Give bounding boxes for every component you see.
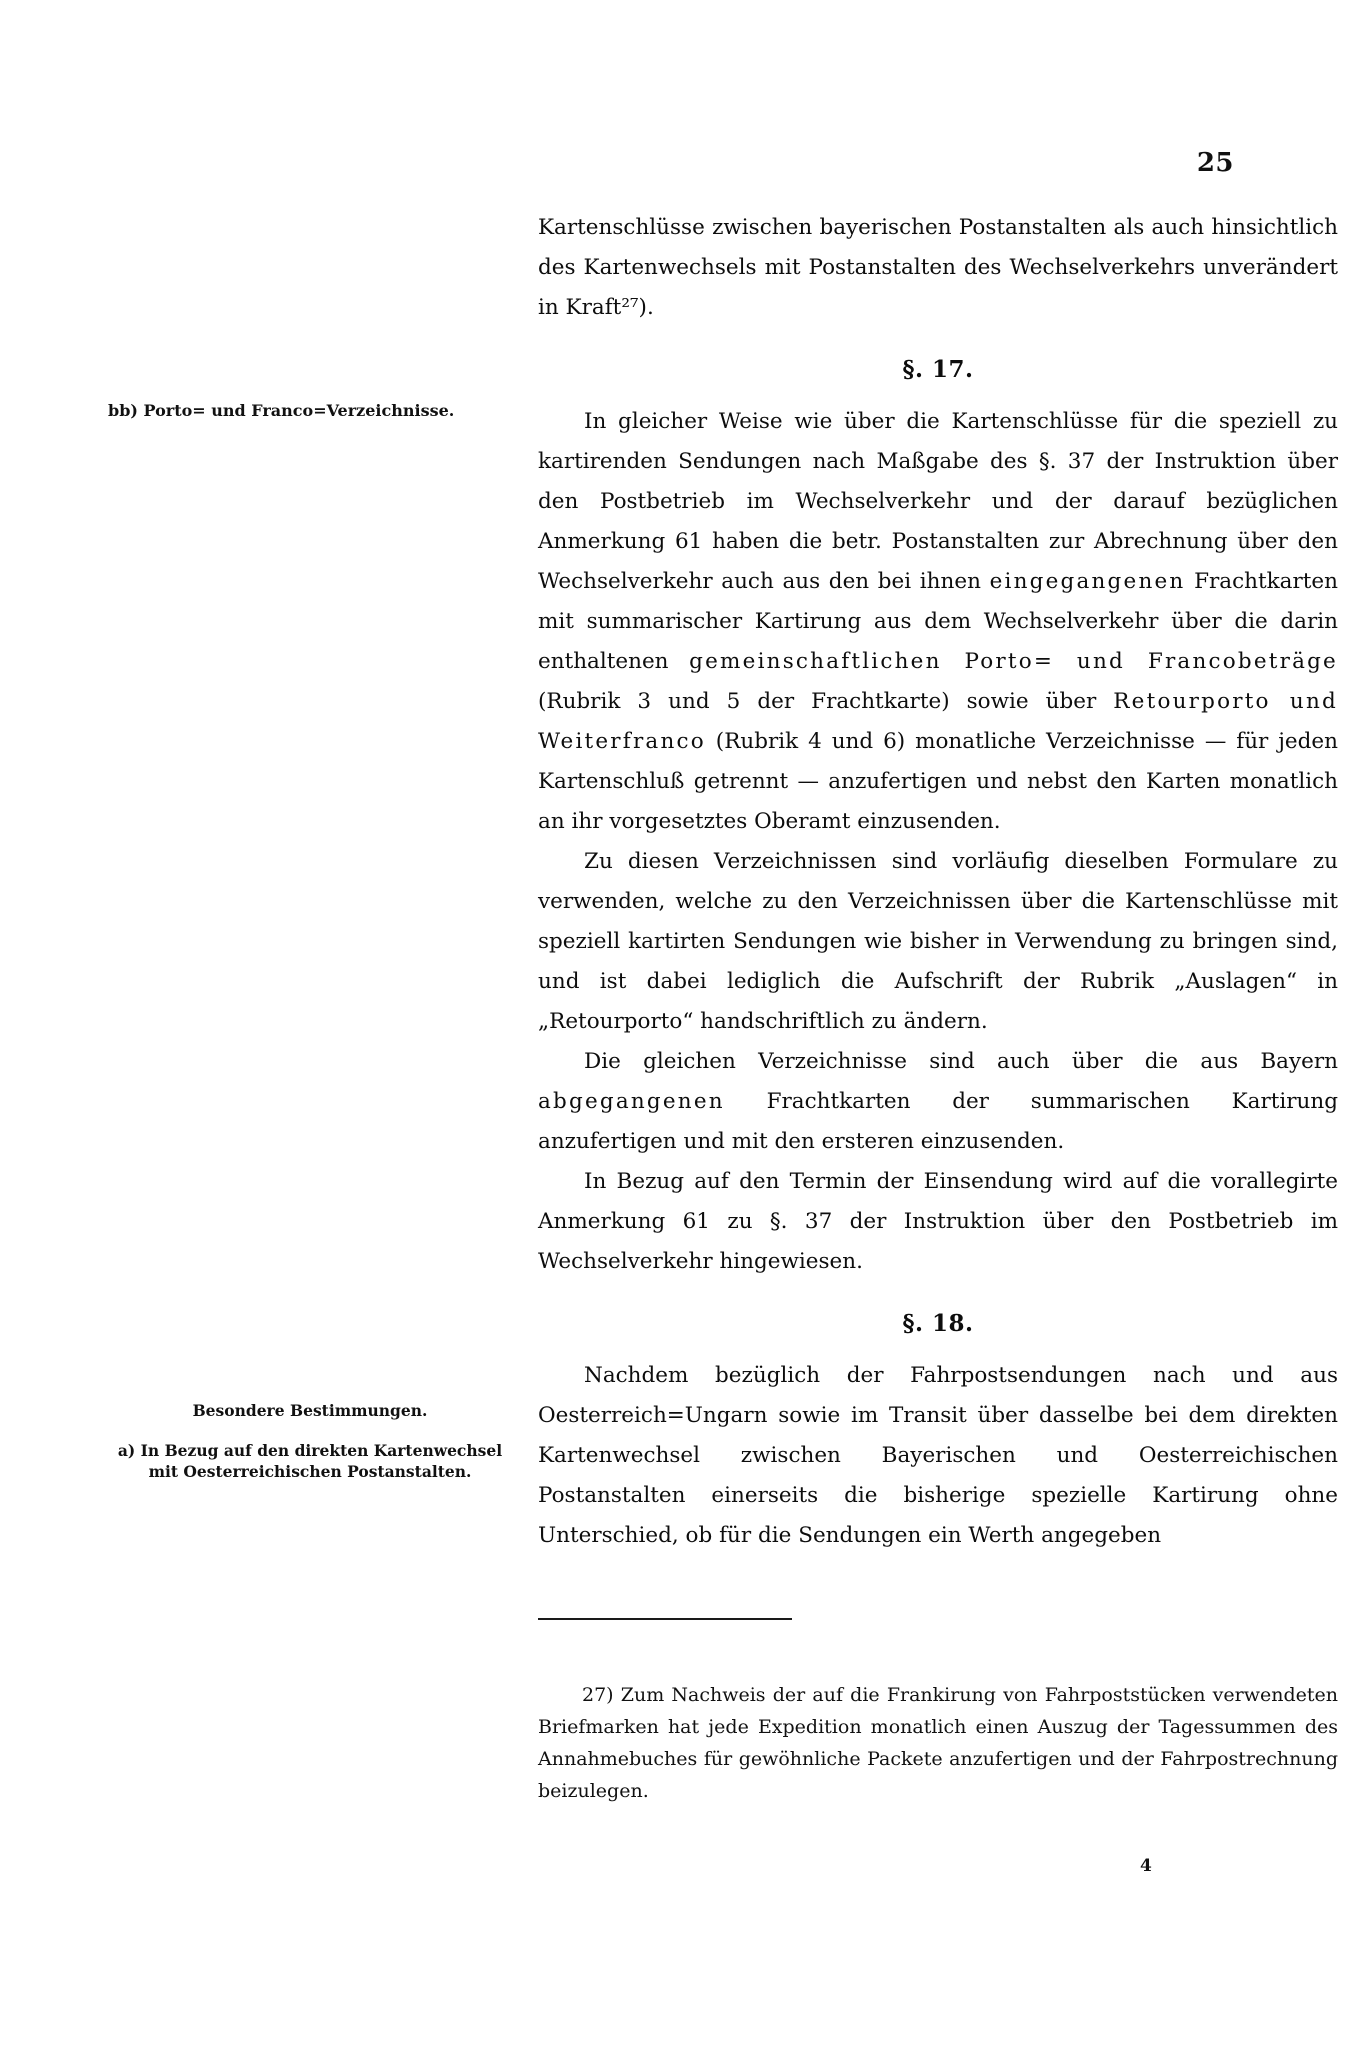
main-text-column [538,208,1338,1556]
paragraph-18-1: Nachdem bezüglich der Fahrpostsendungen nach und aus Oesterreich=Ungarn sowie im Transit über dasselbe bei dem direkten Kartenwechsel zwischen Bayerischen und Oesterreichischen Postanstalten einerseits die bisherige spezielle Kartirung ohne Unterschied, ob für die Sendungen ein Werth angegeben [538,1363,1338,1548]
margin-note-besondere-bestimmungen: Besondere Bestimmungen. [192,1401,428,1420]
paragraph-17-1-part-c: (Rubrik 3 und 5 der Frachtkarte) sowie über [538,689,1114,714]
paragraph-17-1 [538,402,1338,842]
page-number: 25 [1196,148,1234,178]
paragraph-17-1-part-a: In gleicher Weise wie über die Kartenschlüsse für die speziell zu kartirenden Sendungen nach Maßgabe des §. 37 der Instruktion über den Postbetrieb im Wechselverkehr und der darauf bezüglichen Anmerkung 61 haben die betr. Postanstalten zur Abrechnung über den Wechselverkehr auch aus den bei ihnen [538,409,1338,594]
section-heading-17: §. 17. [902,356,974,383]
paragraph-carryover: Kartenschlüsse zwischen bayerischen Postanstalten als auch hinsichtlich des Kartenwechsels mit Postanstalten des Wechselverkehrs unverändert in Kraft²⁷). [538,215,1338,320]
emphasis-gemeinschaftliche-betraege: gemeinschaftlichen Porto= und Francobeträge [689,649,1338,674]
margin-note-porto-franco-verzeichnisse: bb) Porto= und Franco=Verzeichnisse. [108,401,455,420]
paragraph-17-3-part-b: Frachtkarten der summarischen Kartirung anzufertigen und mit den ersteren einzusenden. [538,1089,1338,1154]
footnote-text: 27) Zum Nachweis der auf die Frankirung von Fahrpoststücken verwendeten Briefmarken hat jede Expedition monatlich einen Auszug der Tagessummen des Annahmebuches für gewöhnliche Packete anzufertigen und der Fahrpostrechnung beizulegen. [538,1684,1338,1802]
emphasis-eingegangenen: eingegangenen [989,569,1186,594]
emphasis-abgegangenen: abgegangenen [538,1089,725,1114]
paragraph-17-1-part-b: Frachtkarten mit summarischer Kartirung aus dem Wechselverkehr über die darin enthaltenen [538,569,1338,674]
paragraph-17-1-part-d: (Rubrik 4 und 6) monatliche Verzeichnisse — für jeden Kartenschluß getrennt — anzufertigen und nebst den Karten monatlich an ihr vorgesetztes Oberamt einzusenden. [538,729,1338,834]
margin-note-kartenwechsel-oesterreich: a) In Bezug auf den direkten Kartenwechsel mit Oesterreichischen Postanstalten. [117,1441,503,1481]
footnote-27 [538,1660,1338,1826]
paragraph-17-3 [538,1042,1338,1162]
emphasis-retourporto-weiterfranco: Retourporto und Weiterfranco [538,689,1338,754]
paragraph-17-2: Zu diesen Verzeichnissen sind vorläufig dieselben Formulare zu verwenden, welche zu den Verzeichnissen über die Kartenschlüsse mit speziell kartirten Sendungen wie bisher in Verwendung zu bringen sind, und ist dabei lediglich die Aufschrift der Rubrik „Auslagen“ in „Retourporto“ handschriftlich zu ändern. [538,849,1338,1034]
signature-mark: 4 [1140,1856,1152,1876]
paragraph-17-3-part-a: Die gleichen Verzeichnisse sind auch über die aus Bayern [584,1049,1338,1074]
footnote-divider [538,1618,792,1620]
section-heading-18: §. 18. [902,1310,974,1337]
paragraph-17-4: In Bezug auf den Termin der Einsendung wird auf die vorallegirte Anmerkung 61 zu §. 37 der Instruktion über den Postbetrieb im Wechselverkehr hingewiesen. [538,1169,1338,1274]
